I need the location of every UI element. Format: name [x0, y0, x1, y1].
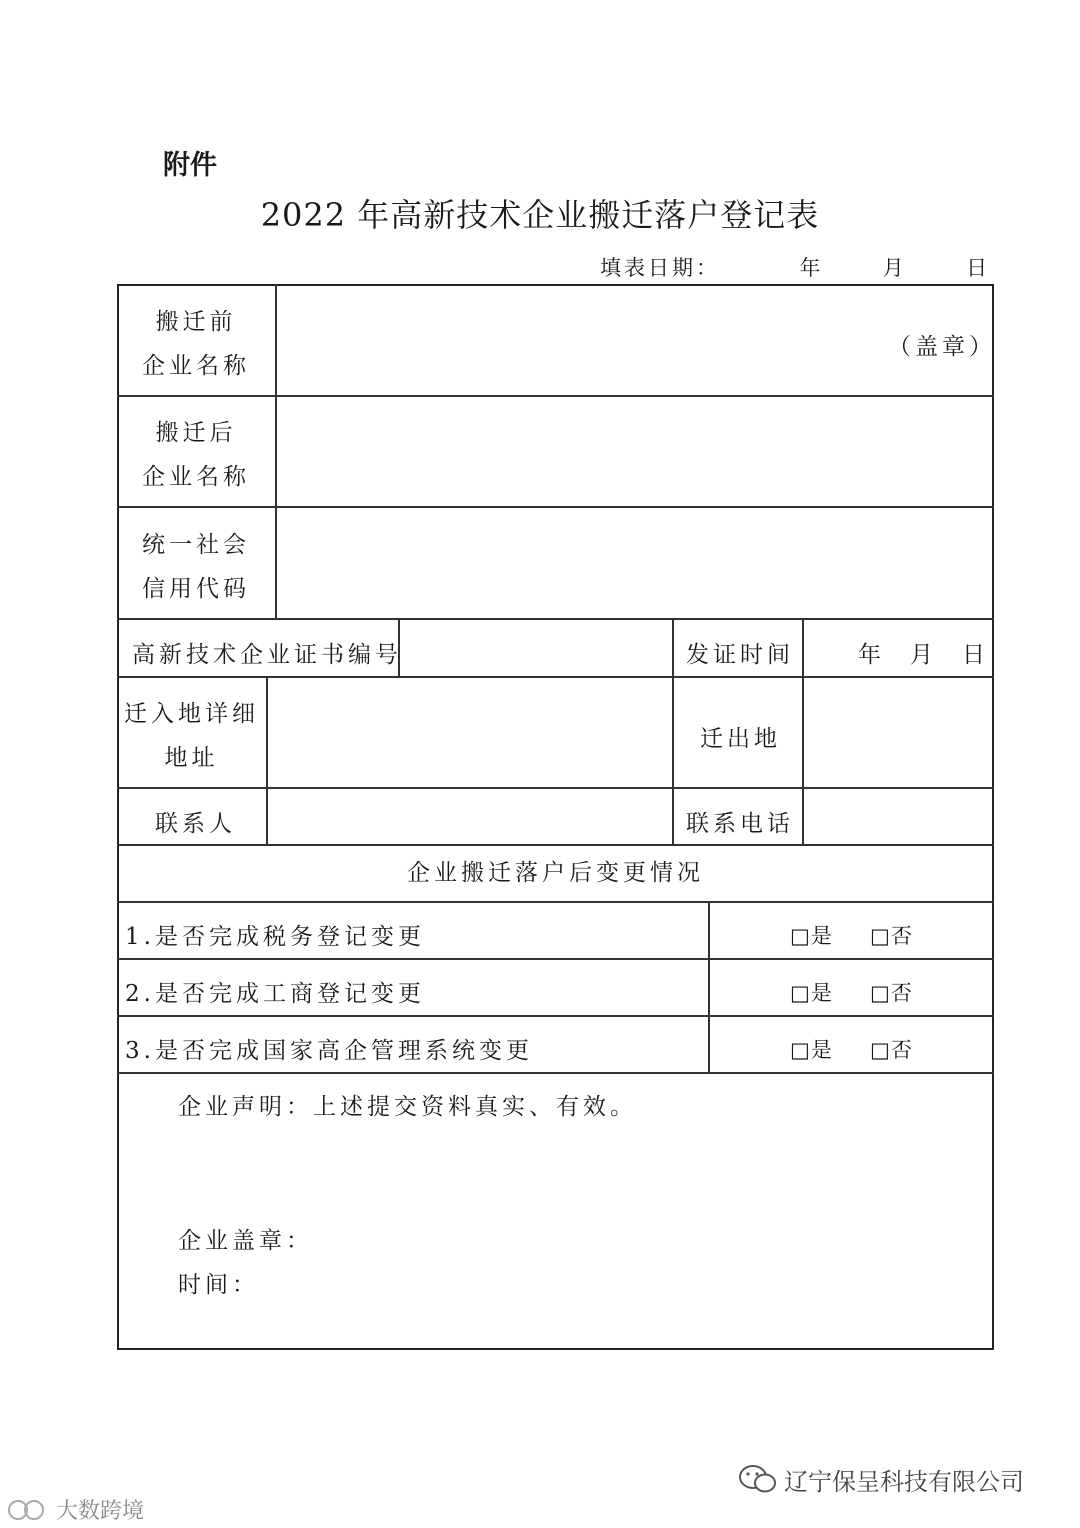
seal-note: （盖章）	[888, 334, 996, 360]
before-name-label-line2: 企业名称	[142, 353, 250, 379]
change-yes-checkbox[interactable]: □是	[790, 1038, 833, 1062]
credit-code-label	[117, 523, 275, 611]
row-divider	[117, 787, 994, 789]
logo-icon	[6, 1496, 52, 1524]
issue-year: 年	[858, 642, 885, 668]
row-divider	[117, 506, 994, 508]
fill-date-month: 月	[882, 256, 907, 280]
row-divider	[117, 676, 994, 678]
phone-label: 联系电话	[686, 811, 794, 837]
change-item-label: 3.是否完成国家高企管理系统变更	[125, 1038, 533, 1064]
company-watermark-text: 辽宁保呈科技有限公司	[784, 1468, 1024, 1496]
change-no-checkbox[interactable]: □否	[870, 924, 913, 948]
col-divider	[275, 284, 277, 618]
col-divider	[802, 618, 804, 844]
col-divider	[266, 676, 268, 844]
fill-date-year: 年	[799, 256, 824, 280]
address-label-line2: 地址	[164, 745, 219, 771]
form-title: 2022 年高新技术企业搬迁落户登记表	[260, 196, 820, 234]
fill-date-day: 日	[966, 256, 991, 280]
row-divider	[117, 901, 994, 903]
time-label: 时间：	[178, 1272, 259, 1298]
after-name-label-line2: 企业名称	[142, 464, 250, 490]
after-name-label	[117, 411, 275, 499]
before-name-label	[117, 300, 275, 388]
change-item-label: 2.是否完成工商登记变更	[125, 981, 425, 1007]
change-no-checkbox[interactable]: □否	[870, 981, 913, 1005]
attachment-label: 附件	[163, 150, 217, 181]
contact-label: 联系人	[155, 811, 236, 837]
row-divider	[117, 395, 994, 397]
before-name-label-line1: 搬迁前	[155, 309, 237, 335]
wechat-watermark	[738, 1462, 1024, 1497]
issue-day: 日	[962, 642, 989, 668]
address-label	[117, 692, 266, 780]
after-name-label-line1: 搬迁后	[155, 420, 237, 446]
change-item-label: 1.是否完成税务登记变更	[125, 924, 425, 950]
col-divider	[672, 618, 674, 844]
credit-code-label-line1: 统一社会	[142, 532, 250, 558]
issue-month: 月	[910, 642, 937, 668]
col-divider	[708, 901, 710, 1072]
issue-time-label: 发证时间	[686, 642, 794, 668]
fill-date-label: 填表日期：	[600, 256, 720, 280]
row-divider	[117, 1072, 994, 1074]
bottom-left-watermark	[6, 1494, 144, 1525]
origin-label: 迁出地	[700, 726, 781, 752]
row-divider	[117, 618, 994, 620]
address-label-line1: 迁入地详细	[124, 701, 259, 727]
fill-date	[600, 252, 990, 282]
wechat-icon	[738, 1463, 778, 1497]
change-no-checkbox[interactable]: □否	[870, 1038, 913, 1062]
declaration-text: 企业声明：上述提交资料真实、有效。	[178, 1094, 637, 1120]
change-yes-checkbox[interactable]: □是	[790, 924, 833, 948]
row-divider	[117, 958, 994, 960]
seal-label: 企业盖章：	[178, 1228, 313, 1254]
brand-watermark-text: 大数跨境	[56, 1499, 145, 1524]
row-divider	[117, 1015, 994, 1017]
row-divider	[117, 844, 994, 846]
change-yes-checkbox[interactable]: □是	[790, 981, 833, 1005]
cert-number-label: 高新技术企业证书编号	[132, 642, 402, 668]
changes-heading: 企业搬迁落户后变更情况	[407, 860, 704, 886]
credit-code-label-line2: 信用代码	[142, 576, 250, 602]
